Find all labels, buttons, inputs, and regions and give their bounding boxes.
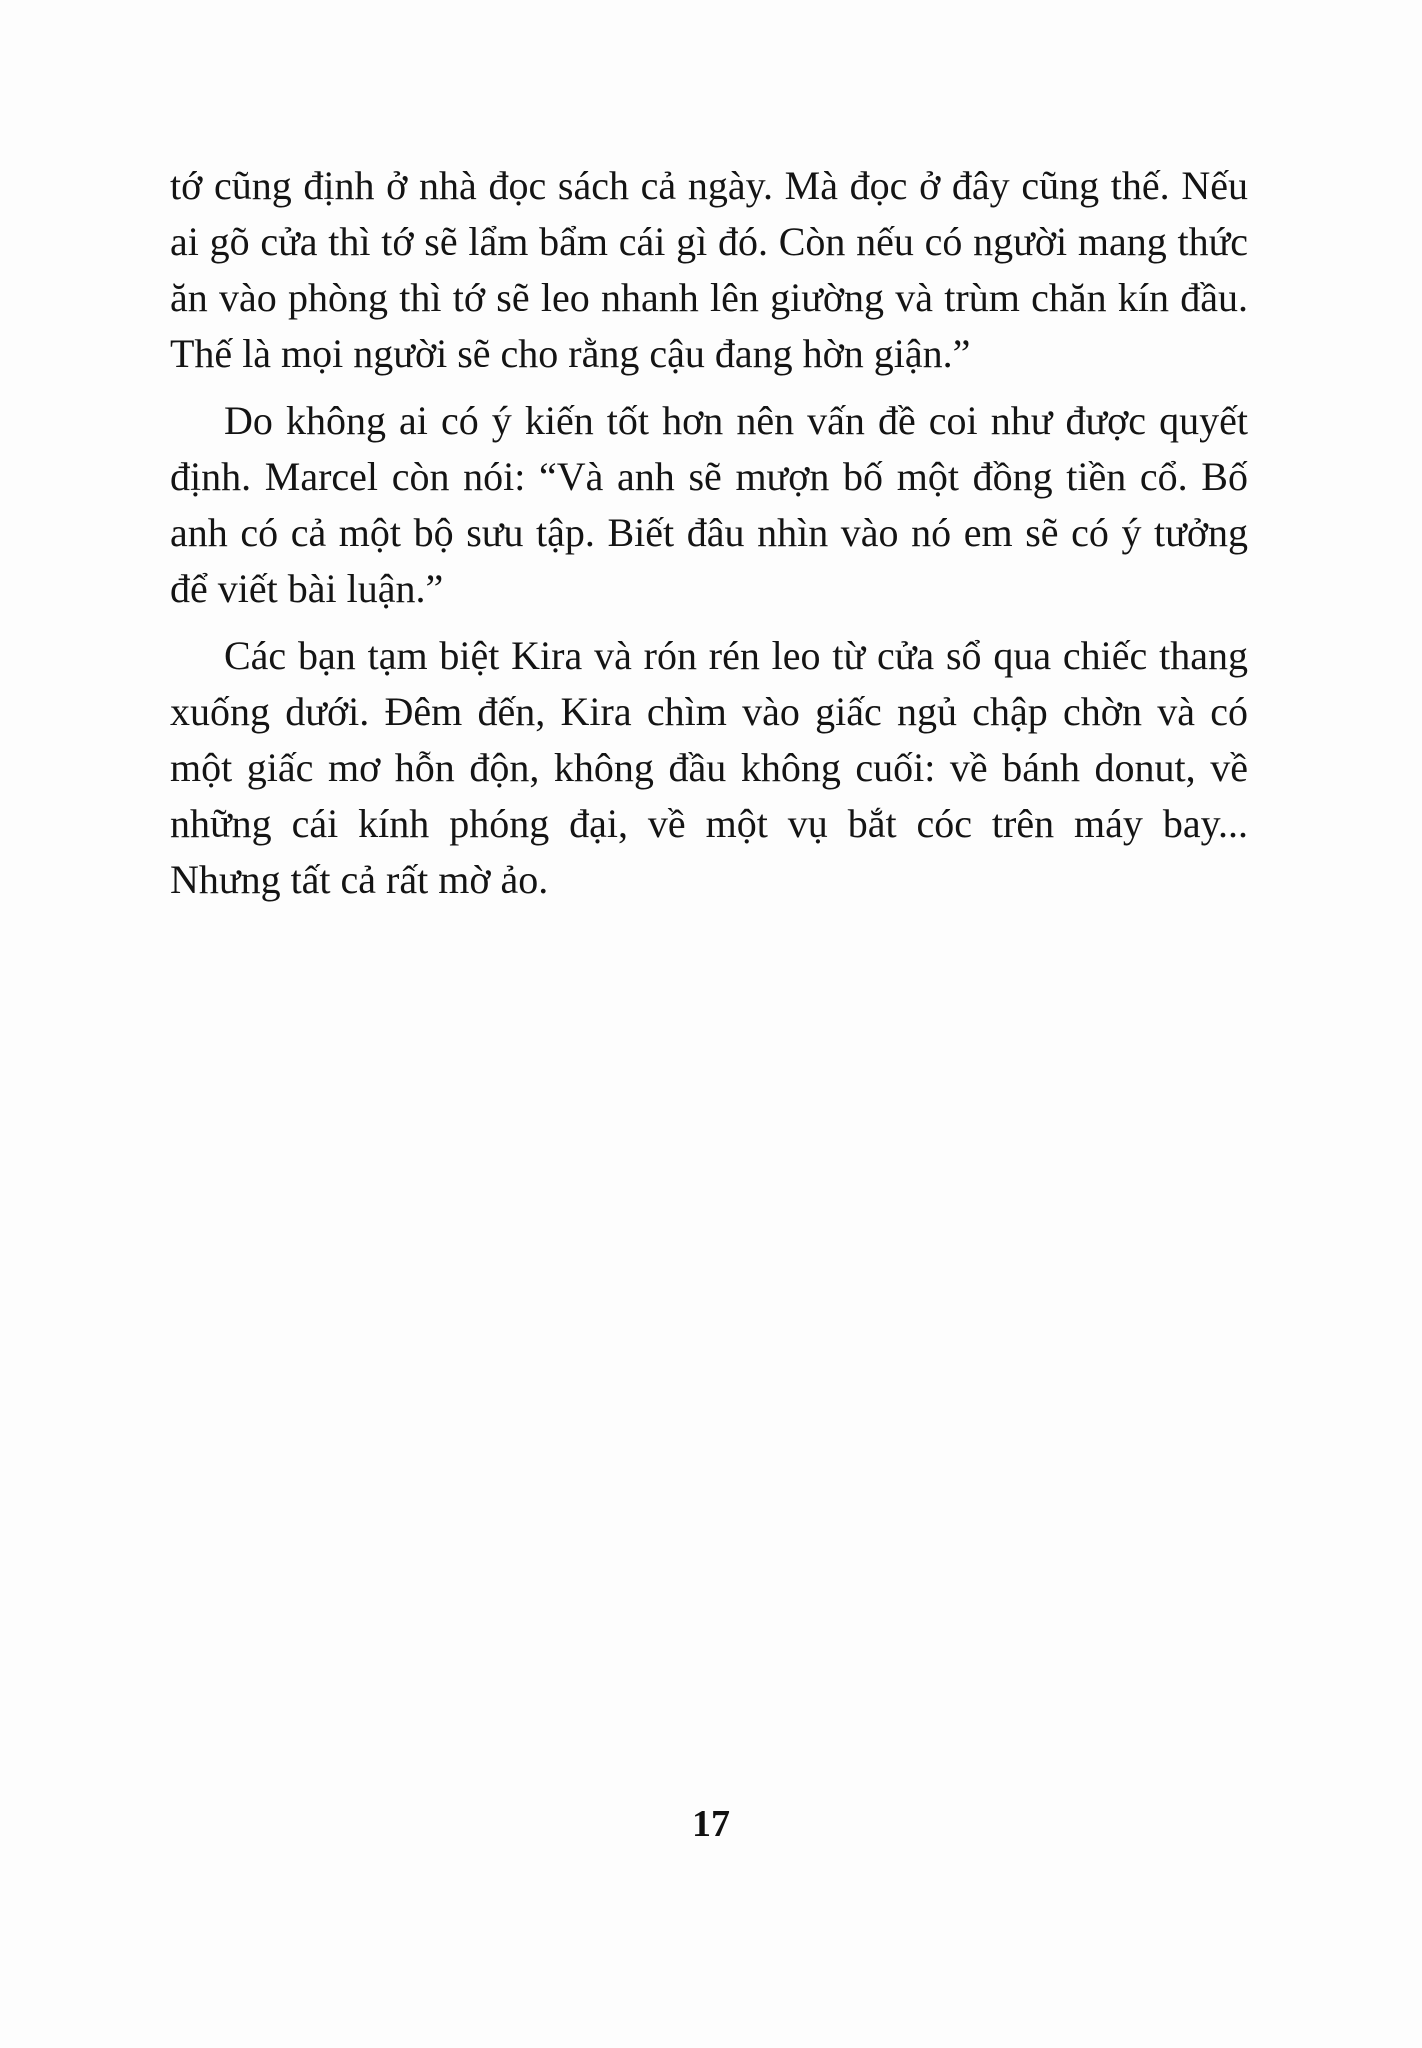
paragraph: Do không ai có ý kiến tốt hơn nên vấn đề coi như được quyết định. Marcel còn nói: “Và anh sẽ mượn bố một đồng tiền cổ. Bố anh có cả một bộ sưu tập. Biết đâu nhìn vào nó em sẽ có ý tưởng để viết bài luận.” (170, 398, 1248, 611)
body-text (170, 158, 1248, 919)
page-number: 17 (692, 1803, 730, 1845)
paragraph: Các bạn tạm biệt Kira và rón rén leo từ cửa sổ qua chiếc thang xuống dưới. Đêm đến, Kira chìm vào giấc ngủ chập chờn và có một giấc mơ hỗn độn, không đầu không cuối: về bánh donut, về những cái kính phóng đại, về một vụ bắt cóc trên máy bay... Nhưng tất cả rất mờ ảo. (170, 633, 1248, 902)
paragraph-continued: tớ cũng định ở nhà đọc sách cả ngày. Mà đọc ở đây cũng thế. Nếu ai gõ cửa thì tớ sẽ lẩm bẩm cái gì đó. Còn nếu có người mang thức ăn vào phòng thì tớ sẽ leo nhanh lên giường và trùm chăn kín đầu. Thế là mọi người sẽ cho rằng cậu đang hờn giận.” (170, 163, 1248, 376)
